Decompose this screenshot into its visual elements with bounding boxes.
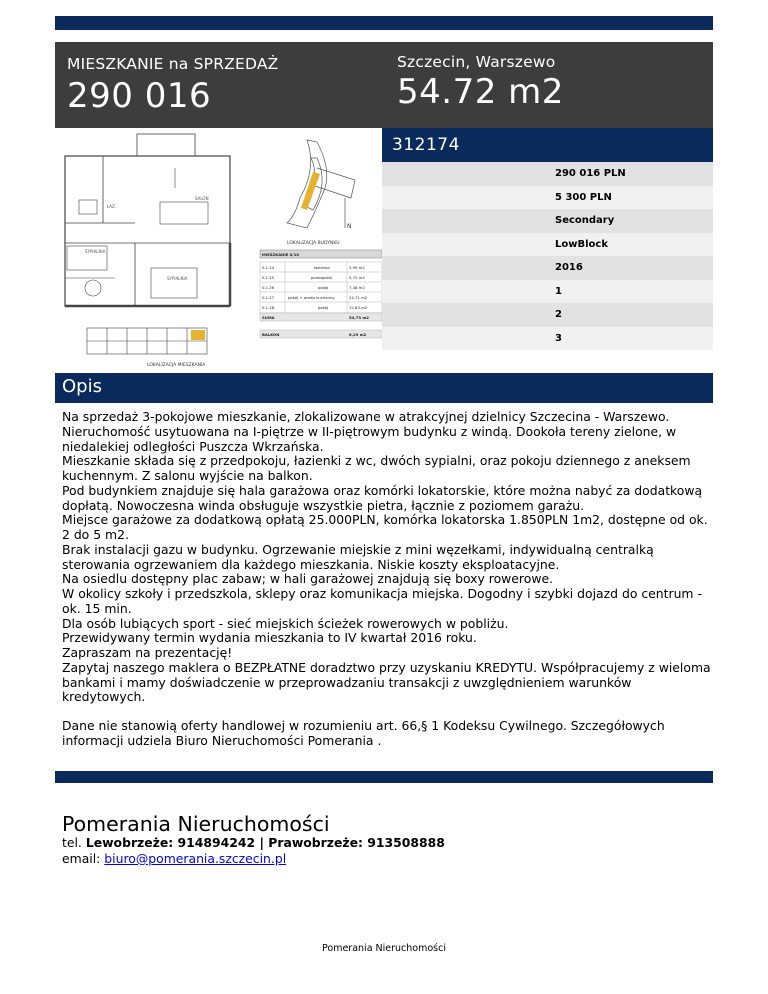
room-name: łazienka xyxy=(314,265,330,270)
svg-text:SYPIALNIA: SYPIALNIA xyxy=(85,249,106,254)
property-row: 3 xyxy=(382,327,713,351)
room-area: 3,99 m2 xyxy=(349,265,365,270)
room-code: 0.1.28 xyxy=(262,305,275,310)
email-line xyxy=(62,851,286,866)
property-row: 290 016 PLN xyxy=(382,162,713,186)
description-line: Zapytaj naszego maklera o BEZPŁATNE doradztwo przy uzyskaniu KREDYTU. Współpracujemy z wieloma bankami i mamy doświadczenie w przeprowadzaniu transakcji z uwzględnieniem warunków kredytowych. xyxy=(62,659,711,705)
room-name: pokój xyxy=(318,285,329,290)
description-heading: Opis xyxy=(62,376,102,397)
description-line: Na osiedlu dostępny plac zabaw; w hali garażowej znajdują się boxy rowerowe. xyxy=(62,571,554,587)
property-row: 2016 xyxy=(382,256,713,280)
page-footer: Pomerania Nieruchomości xyxy=(322,943,446,954)
room-area: 12,83 m2 xyxy=(349,305,368,310)
room-code: 0.1.26 xyxy=(262,285,275,290)
offer-id: 312174 xyxy=(392,135,460,155)
property-row: 1 xyxy=(382,280,713,304)
room-table-title: MIESZKANIE 0/10 xyxy=(262,252,299,257)
price-value: 290 016 xyxy=(67,76,212,116)
room-name: przedpokój xyxy=(311,275,332,280)
company-name: Pomerania Nieruchomości xyxy=(62,812,330,836)
room-area: 24,71 m2 xyxy=(349,295,368,300)
description-line: Pod budynkiem znajduje się hala garażowa oraz komórki lokatorskie, które można nabyć za dodatkową dopłatą. Nowoczesna winda obsługuje wszystkie pietra, łącznie z poziomem garażu. xyxy=(62,482,703,513)
description-line: Zapraszam na prezentację! xyxy=(62,645,233,660)
description-line: W okolicy szkoły i przedszkola, sklepy oraz komunikacja miejska. Dogodny i szybki dojazd do centrum - ok. 15 min. xyxy=(62,586,702,616)
location-label: Szczecin, Warszewo xyxy=(397,53,556,71)
property-row: LowBlock xyxy=(382,233,713,257)
balcony-label: BALKON xyxy=(262,332,280,337)
room-area: 7,48 m2 xyxy=(349,285,365,290)
room-name: pokój + aneks kuchenny xyxy=(288,295,335,300)
room-name: pokój xyxy=(318,305,329,310)
room-area: 5,72 m2 xyxy=(349,275,365,280)
svg-text:N: N xyxy=(347,223,352,230)
svg-text:SALON: SALON xyxy=(195,196,209,201)
description-line: Brak instalacji gazu w budynku. Ogrzewanie miejskie z mini węzełkami, indywidualną centralką sterowania ogrzewaniem dla każdego mieszkania. Niskie koszty eksploatacyjne. xyxy=(62,541,654,572)
sum-label: SUMA xyxy=(262,315,275,320)
offer-type-label: MIESZKANIE na SPRZEDAŻ xyxy=(67,55,279,73)
balcony-value: 6,29 m2 xyxy=(349,332,367,337)
phone-numbers: Lewobrzeże: 914894242 | Prawobrzeże: 913508888 xyxy=(85,835,445,850)
offer-header xyxy=(55,42,713,128)
phone-line xyxy=(62,835,445,850)
description-line: Dla osób lubiących sport - sieć miejskich ścieżek rowerowych w pobliżu. xyxy=(62,615,509,631)
svg-text:ŁAZ.: ŁAZ. xyxy=(107,204,116,209)
description-line: Nieruchomość usytuowana na I-piętrze w II-piętrowym budynku z windą. Dookoła tereny zielone, w niedalekiej odległości Puszcza Wkrzańska. xyxy=(62,423,677,454)
disclaimer-text: Dane nie stanowią oferty handlowej w rozumieniu art. 66,§ 1 Kodeksu Cywilnego. Szczegółowych informacji udziela Biuro Nieruchomości Pomerania . xyxy=(62,718,665,748)
description-line: Mieszkanie składa się z przedpokoju, łazienki z wc, dwóch sypialni, oraz pokoju dziennego z aneksem kuchennym. Z salonu wyjście na balkon. xyxy=(62,453,691,483)
top-bar xyxy=(55,16,713,30)
property-row: Secondary xyxy=(382,209,713,233)
properties-list xyxy=(382,162,713,350)
property-row: 2 xyxy=(382,303,713,327)
description-heading-bar xyxy=(55,373,713,403)
email-prefix: email: xyxy=(62,851,105,866)
description-line: Miejsce garażowe za dodatkową opłatą 25.000PLN, komórka lokatorska 1.850PLN 1m2, dostępne od ok. 2 do 5 m2. xyxy=(62,512,708,542)
unit-location-label: LOKALIZACJA MIESZKANIA xyxy=(147,363,206,368)
section-divider-bar xyxy=(55,771,713,783)
svg-text:SYPIALNIA: SYPIALNIA xyxy=(167,276,188,281)
floor-plan-image xyxy=(55,128,382,372)
description-line: Na sprzedaż 3-pokojowe mieszkanie, zlokalizowane w atrakcyjnej dzielnicy Szczecina - Warszewo. xyxy=(62,409,670,424)
room-code: 0.1.25 xyxy=(262,275,275,280)
property-row: 5 300 PLN xyxy=(382,186,713,210)
room-code: 0.1.27 xyxy=(262,295,275,300)
description-line: Przewidywany termin wydania mieszkania to IV kwartał 2016 roku. xyxy=(62,630,477,646)
email-link[interactable]: biuro@pomerania.szczecin.pl xyxy=(104,851,287,866)
offer-id-bar xyxy=(382,128,713,162)
area-value: 54.72 m2 xyxy=(397,72,564,112)
sum-value: 54,73 m2 xyxy=(349,315,369,320)
description-text xyxy=(62,410,712,705)
phone-prefix: tel. xyxy=(62,835,86,850)
room-code: 0.1.24 xyxy=(262,265,275,270)
building-location-label: LOKALIZACJA BUDYNKU xyxy=(287,241,340,246)
